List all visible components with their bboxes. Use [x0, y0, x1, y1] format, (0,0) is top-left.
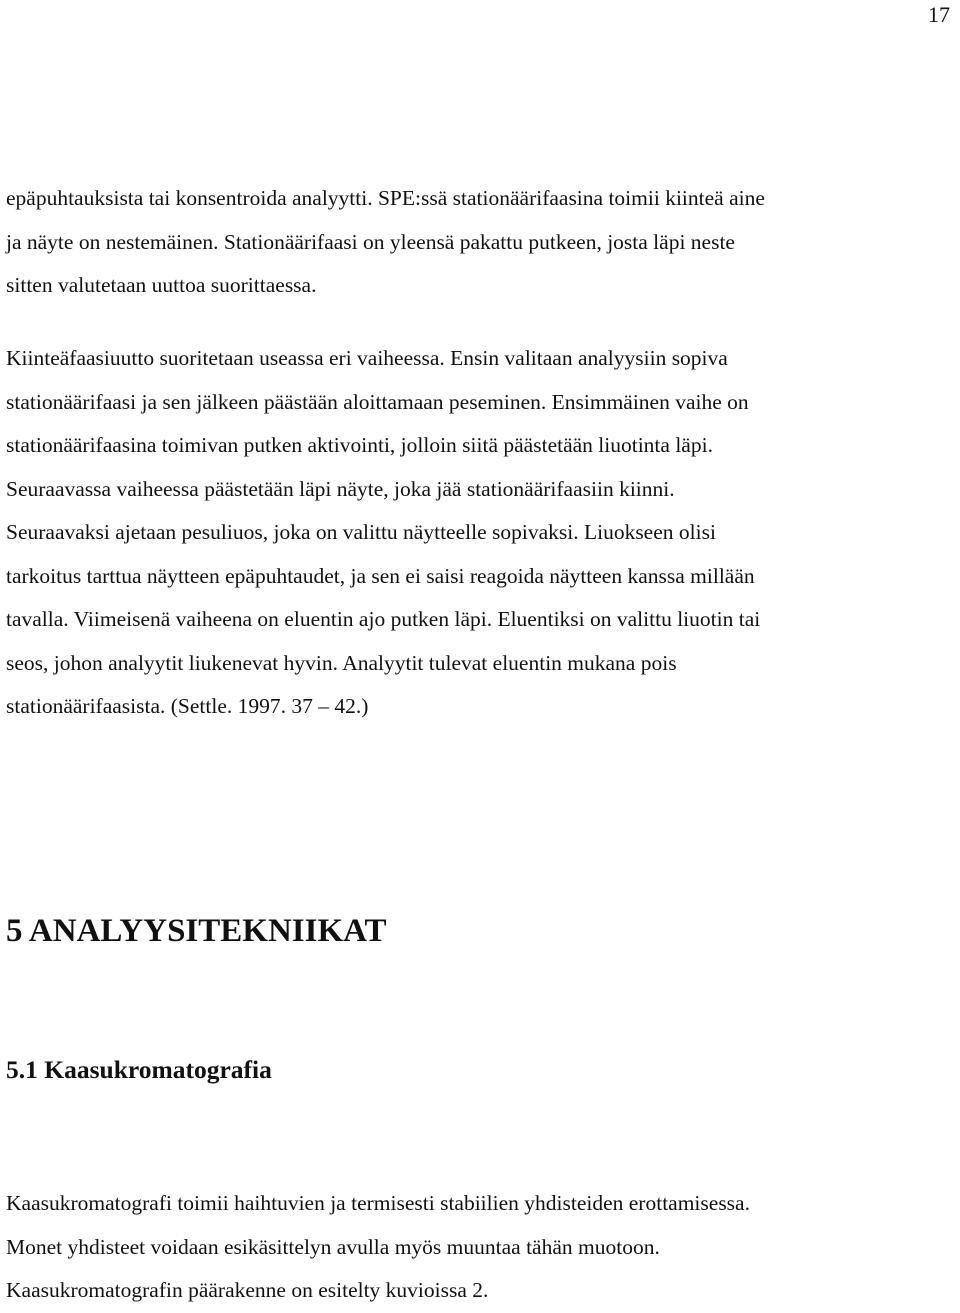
text-line: epäpuhtauksista tai konsentroida analyytti. SPE:ssä stationäärifaasina toimii kiinteä aine	[6, 186, 765, 210]
page-number: 17	[928, 2, 950, 27]
text-line: Kaasukromatografin päärakenne on esitelty kuvioissa 2.	[6, 1278, 489, 1302]
text-line: Kaasukromatografi toimii haihtuvien ja termisesti stabiilien yhdisteiden erottamisessa.	[6, 1191, 750, 1215]
paragraph-spe-steps	[6, 337, 954, 729]
text-line: tavalla. Viimeisenä vaiheena on eluentin ajo putken läpi. Eluentiksi on valittu liuotin tai	[6, 607, 761, 631]
paragraph-spe-intro	[6, 177, 954, 308]
text-line: stationäärifaasista. (Settle. 1997. 37 – 42.)	[6, 694, 369, 718]
section-heading: 5 ANALYYSITEKNIIKAT	[6, 913, 387, 949]
text-line: tarkoitus tarttua näytteen epäpuhtaudet, ja sen ei saisi reagoida näytteen kanssa millään	[6, 563, 755, 588]
text-line: stationäärifaasi ja sen jälkeen päästään aloittamaan peseminen. Ensimmäinen vaihe on	[6, 389, 749, 414]
text-line: Monet yhdisteet voidaan esikäsittelyn avulla myös muuntaa tähän muotoon.	[6, 1234, 660, 1259]
paragraph-gas-chromatography	[6, 1182, 954, 1313]
text-line: Kiinteäfaasiuutto suoritetaan useassa eri vaiheessa. Ensin valitaan analyysiin sopiva	[6, 346, 728, 370]
text-line: ja näyte on nestemäinen. Stationäärifaasi on yleensä pakattu putkeen, josta läpi neste	[6, 229, 735, 254]
subsection-heading: 5.1 Kaasukromatografia	[6, 1055, 272, 1084]
text-line: sitten valutetaan uuttoa suorittaessa.	[6, 273, 317, 297]
text-line: seos, johon analyytit liukenevat hyvin. Analyytit tulevat eluentin mukana pois	[6, 650, 677, 675]
text-line: Seuraavaksi ajetaan pesuliuos, joka on valittu näytteelle sopivaksi. Liuokseen olisi	[6, 520, 716, 544]
text-line: stationäärifaasina toimivan putken aktivointi, jolloin siitä päästetään liuotinta läpi.	[6, 433, 713, 457]
text-line: Seuraavassa vaiheessa päästetään läpi näyte, joka jää stationäärifaasiin kiinni.	[6, 476, 675, 501]
